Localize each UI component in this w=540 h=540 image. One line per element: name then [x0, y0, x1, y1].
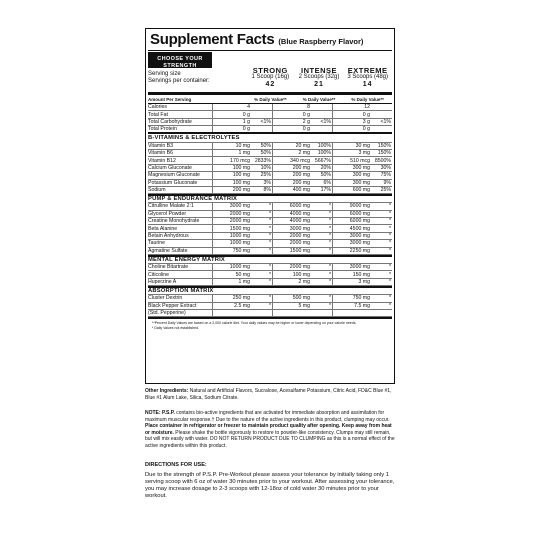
nutrient-cell [212, 126, 272, 131]
other-ingredients [145, 388, 395, 401]
nutrient-row [148, 248, 392, 255]
nutrient-label: (Std. Pepperine) [148, 310, 186, 317]
panel-title: Supplement Facts [150, 31, 275, 48]
nutrient-cell [272, 143, 332, 149]
nutrient-cell [332, 165, 392, 171]
nutrient-amount: 340 mcg [290, 157, 310, 164]
nutrient-cell [272, 203, 332, 209]
nutrient-dv: * [388, 247, 391, 254]
nutrient-dv: * [328, 203, 331, 210]
nutrient-cell [272, 240, 332, 246]
nutrient-dv: * [328, 210, 331, 217]
column-name: EXTREME [347, 66, 388, 75]
nutrient-amount: 200 mg [292, 172, 310, 179]
nutrient-amount: 2 mg [298, 279, 310, 285]
nutrient-dv: 20% [320, 164, 331, 171]
nutrient-amount: 1 mg [238, 279, 250, 285]
nutrient-cell [272, 295, 332, 301]
nutrient-label: Beta Alanine [148, 225, 178, 232]
nutrient-label: Betain Anhydrous [148, 233, 189, 240]
nutrient-cell [332, 248, 392, 254]
other-ingredients-label: Other Ingredients: [145, 388, 189, 394]
nutrient-label: Creatine Monohydrate [148, 218, 200, 225]
dv-header: % Daily Value** [302, 96, 336, 102]
section-heading: ABSORPTION MATRIX [148, 286, 392, 295]
nutrient-dv: 3% [263, 179, 271, 186]
nutrient-dv: 17% [320, 187, 331, 194]
nutrient-dv: * [328, 218, 331, 225]
nutrient-amount: 2 mg [298, 150, 310, 157]
nutrient-row [148, 157, 392, 164]
nutrient-dv: * [328, 295, 331, 302]
serving-left [148, 51, 246, 92]
nutrient-row [148, 218, 392, 225]
nutrient-dv: * [388, 233, 391, 240]
nutrient-amount: 2.5 mg [234, 302, 250, 309]
nutrient-cell [272, 211, 332, 217]
nutrient-cell [332, 203, 392, 209]
nutrient-dv: 100% [317, 142, 331, 149]
nutrient-amount: 300 mg [352, 172, 370, 179]
panel-footnotes [148, 317, 392, 331]
nutrient-amount: 1500 mg [229, 225, 250, 232]
nutrient-amount: 30 mg [355, 142, 370, 149]
nutrient-amount: 750 mg [352, 295, 370, 302]
nutrient-cell [332, 111, 392, 117]
amount-per-serving-label: Amount Per Serving [148, 96, 192, 102]
nutrient-amount: 3000 mg [349, 264, 370, 271]
nutrient-amount: 200 mg [292, 164, 310, 171]
nutrient-cell [332, 150, 392, 156]
nutrient-amount: 0 g [302, 111, 310, 118]
nutrient-cell [272, 104, 332, 110]
nutrient-row [148, 264, 392, 271]
note-label: NOTE: P.S.P. [145, 410, 175, 416]
column-servings: 14 [362, 81, 373, 88]
nutrient-dv: 30% [380, 164, 391, 171]
nutrient-label: Cluster Dextrin [148, 295, 183, 302]
nutrient-row [148, 172, 392, 179]
nutrient-amount: 150 mg [352, 271, 370, 278]
nutrient-amount: 0 g [242, 111, 250, 118]
nutrient-dv: 150% [377, 142, 391, 149]
nutrient-dv: * [328, 240, 331, 247]
nutrient-dv: * [268, 247, 271, 254]
nutrient-cell [332, 104, 392, 110]
nutrient-dv: * [328, 247, 331, 254]
nutrient-row [148, 187, 392, 194]
nutrient-cell [212, 143, 272, 149]
nutrient-dv: * [268, 279, 271, 285]
nutrient-amount: 100 mg [232, 172, 250, 179]
nutrient-row [148, 111, 392, 118]
nutrient-cell [332, 157, 392, 163]
nutrient-label: Calcium Gluconate [148, 164, 192, 171]
nutrient-amount: 2000 mg [229, 218, 250, 225]
nutrient-amount: 4000 mg [289, 218, 310, 225]
nutrient-dv: 2833% [254, 157, 271, 164]
nutrient-label: Total Fat [148, 111, 168, 118]
nutrient-cell [332, 295, 392, 301]
nutrient-dv: * [388, 271, 391, 278]
nutrient-cell [272, 225, 332, 231]
column-name: INTENSE [301, 66, 338, 75]
nutrient-amount: 0 g [362, 111, 370, 118]
nutrient-label: Sodium [148, 187, 166, 194]
nutrient-dv: 25% [260, 172, 271, 179]
nutrient-amount: 3000 mg [349, 240, 370, 247]
nutrient-amount: 3 mg [358, 279, 370, 285]
nutrient-dv: * [268, 264, 271, 271]
ingredient-sections [148, 134, 392, 318]
nutrient-cell [272, 111, 332, 117]
nutrient-amount: 1500 mg [289, 247, 310, 254]
nutrient-cell [272, 248, 332, 254]
other-ingredients-text: Natural and Artificial Flavors, Sucralose, Acesulfame Potassium, Citric Acid, FD&C Blue #1, Blue #1 Alum Lake, Silica, Sodium Citrate. [145, 388, 392, 401]
nutrient-cell [272, 187, 332, 193]
section-heading: B-VITAMINS & ELECTROLYTES [148, 134, 392, 143]
nutrient-cell [212, 203, 272, 209]
column-name: STRONG [252, 66, 288, 75]
nutrient-amount: 3000 mg [289, 225, 310, 232]
nutrient-label: Potassium Gluconate [148, 179, 198, 186]
nutrient-label: Magnesium Gluconate [148, 172, 200, 179]
nutrient-label: Citrulline Malate 2:1 [148, 203, 194, 210]
nutrient-cell [212, 172, 272, 178]
nutrient-row [148, 180, 392, 187]
note-text: contains bio-active ingredients that are activated for immediate absorption and assimilation for maximum muscular response.† Due to the nature of the active ingredients in this product, clumping may occur. [145, 410, 390, 423]
nutrient-amount: 20 mg [295, 142, 310, 149]
nutrient-cell [332, 310, 392, 316]
nutrient-dv: * [328, 302, 331, 309]
nutrient-cell [212, 187, 272, 193]
nutrient-amount: 3000 mg [229, 203, 250, 210]
amount-header-row [148, 95, 392, 104]
nutrient-dv: * [268, 210, 271, 217]
nutrient-amount: 300 mg [352, 164, 370, 171]
nutrient-dv: 5667% [314, 157, 331, 164]
nutrient-label: Total Protein [148, 125, 177, 132]
nutrient-amount: 2000 mg [229, 210, 250, 217]
column-strong [246, 67, 295, 92]
footnote-not-established: * Daily Values not established. [152, 325, 200, 330]
nutrient-amount: 10 mg [235, 142, 250, 149]
nutrient-label: Agmatine Sulfate [148, 247, 188, 254]
nutrient-cell [212, 240, 272, 246]
note-storage-warning: Place container in refrigerator or freezer to maintain product quality after opening. Keep away from heat or moisture. [145, 423, 392, 436]
nutrient-cell [212, 165, 272, 171]
nutrient-amount: 50 mg [235, 271, 250, 278]
nutrient-amount: 2 g [302, 118, 310, 125]
nutrient-cell [272, 157, 332, 163]
nutrient-label: Vitamin B12 [148, 157, 176, 164]
nutrient-cell [332, 303, 392, 309]
nutrient-amount: 510 mcg [350, 157, 370, 164]
nutrient-cell [212, 279, 272, 285]
nutrient-row [148, 310, 392, 317]
nutrient-amount: 750 mg [232, 247, 250, 254]
nutrient-cell [332, 143, 392, 149]
nutrient-amount: 200 mg [292, 179, 310, 186]
nutrient-cell [332, 240, 392, 246]
nutrient-amount: 4000 mg [289, 210, 310, 217]
panel-header [148, 31, 392, 51]
nutrient-cell [212, 211, 272, 217]
nutrient-cell [272, 150, 332, 156]
nutrient-dv: * [388, 302, 391, 309]
nutrient-amount: 300 mg [352, 179, 370, 186]
nutrient-amount: 1000 mg [229, 240, 250, 247]
nutrient-amount: 250 mg [232, 295, 250, 302]
nutrient-label: Black Pepper Extract [148, 302, 197, 309]
nutrient-cell [272, 165, 332, 171]
nutrient-dv: * [268, 271, 271, 278]
nutrient-dv: * [328, 271, 331, 278]
nutrient-dv: * [388, 279, 391, 285]
nutrient-dv: 100% [317, 150, 331, 157]
nutrient-dv: * [328, 225, 331, 232]
nutrient-dv: * [388, 218, 391, 225]
note-text-2: Please shake the bottle vigorously to restore to powder-like consistency. Clumps may still remain, but will mix easily with water. DO NOT RETURN PRODUCT DUE TO CLUMPING as this is a normal effect of the active ingredients within this product. [145, 429, 395, 449]
nutrient-amount: 0 g [302, 125, 310, 132]
nutrient-label: Choline Bitartrate [148, 264, 189, 271]
nutrient-amount: 3000 mg [349, 233, 370, 240]
nutrient-dv: * [328, 264, 331, 271]
nutrient-dv: * [388, 225, 391, 232]
supplement-facts-panel [145, 28, 395, 384]
nutrient-dv: * [268, 233, 271, 240]
nutrient-cell [212, 111, 272, 117]
nutrient-amount: 5 mg [298, 302, 310, 309]
column-servings: 21 [314, 81, 324, 88]
nutrient-row [148, 279, 392, 286]
nutrient-amount: 1 mg [238, 150, 250, 157]
nutrient-dv: * [328, 233, 331, 240]
nutrient-row [148, 295, 392, 302]
nutrient-dv: 50% [320, 172, 331, 179]
nutrient-dv: * [388, 203, 391, 210]
nutrient-row [148, 165, 392, 172]
nutrient-dv: * [388, 210, 391, 217]
nutrient-dv: * [268, 225, 271, 232]
nutrient-cell [272, 271, 332, 277]
nutrient-amount: 2000 mg [289, 240, 310, 247]
nutrient-dv: * [388, 295, 391, 302]
nutrient-amount: 2250 mg [349, 247, 370, 254]
nutrient-label: Taurine [148, 240, 166, 247]
column-intense [295, 67, 344, 92]
nutrient-cell [212, 233, 272, 239]
nutrient-cell [332, 233, 392, 239]
nutrient-amount: 3 g [362, 118, 370, 125]
nutrient-cell [212, 303, 272, 309]
nutrient-amount: 200 mg [232, 187, 250, 194]
nutrient-cell [212, 225, 272, 231]
nutrient-cell [272, 233, 332, 239]
nutrient-cell [332, 225, 392, 231]
nutrient-row [148, 203, 392, 210]
nutrient-dv: <1% [320, 118, 331, 125]
nutrient-cell [332, 172, 392, 178]
footnote-dv: **Percent Daily Values are based on a 2,000 calorie diet. Your daily values may be higher or lower depending on your calorie needs. [152, 321, 357, 326]
nutrient-cell [212, 295, 272, 301]
nutrient-row [148, 150, 392, 157]
nutrient-dv: 6% [323, 179, 331, 186]
nutrient-amount: 2000 mg [289, 233, 310, 240]
dv-header: % Daily Value** [351, 96, 384, 102]
nutrient-cell [272, 303, 332, 309]
nutrient-amount: 100 mg [232, 164, 250, 171]
directions-heading: DIRECTIONS FOR USE: [145, 462, 207, 468]
nutrient-cell [212, 157, 272, 163]
nutrient-dv: 150% [377, 150, 391, 157]
nutrient-label: Glycerol Powder [148, 210, 187, 217]
nutrient-amount: 6000 mg [289, 203, 310, 210]
nutrient-label: Total Carbohydrate [148, 118, 192, 125]
nutrient-dv: * [388, 264, 391, 271]
nutrient-dv: * [268, 203, 271, 210]
nutrient-dv: * [328, 279, 331, 285]
nutrient-cell [332, 119, 392, 125]
nutrient-amount: 3 mg [358, 150, 370, 157]
nutrient-amount: 4500 mg [349, 225, 370, 232]
nutrient-amount: 8 [307, 104, 310, 111]
nutrient-cell [272, 119, 332, 125]
nutrient-label: Calories [148, 104, 168, 111]
nutrient-amount: 100 mg [292, 271, 310, 278]
nutrient-dv: <1% [260, 118, 271, 125]
nutrient-dv: 75% [380, 172, 391, 179]
nutrient-amount: 1 g [242, 118, 250, 125]
nutrient-amount: 12 [364, 104, 370, 111]
nutrient-amount: 1000 mg [229, 264, 250, 271]
nutrient-dv: <1% [380, 118, 391, 125]
nutrient-cell [212, 264, 272, 270]
nutrient-dv: 9% [383, 179, 391, 186]
nutrient-amount: 170 mcg [230, 157, 250, 164]
column-servings: 42 [265, 81, 276, 88]
serving-header [148, 51, 392, 95]
serving-size-label: Serving size [148, 71, 181, 77]
nutrient-amount: 2000 mg [289, 264, 310, 271]
choose-strength-badge: CHOOSE YOUR STRENGTH [148, 52, 212, 68]
nutrient-cell [332, 218, 392, 224]
dv-header: % Daily Value** [254, 96, 287, 102]
nutrient-dv: 10% [260, 164, 271, 171]
nutrient-row [148, 104, 392, 111]
nutrient-cell [212, 150, 272, 156]
nutrient-label: Vitamin B6 [148, 150, 173, 157]
nutrient-amount: 500 mg [292, 295, 310, 302]
nutrient-label: Huperzine A [148, 279, 177, 285]
nutrient-cell [332, 279, 392, 285]
nutrient-cell [212, 104, 272, 110]
nutrient-cell [332, 180, 392, 186]
nutrient-row [148, 126, 392, 133]
nutrient-row [148, 240, 392, 247]
nutrient-row [148, 233, 392, 240]
directions-text: Due to the strength of P.S.P. Pre-Workout please assess your tolerance by initially taking only 1 serving scoop with 6 oz of water 30 minutes prior to your workout. After assessing your tolerance, you may increase dosage to 2-3 scoops with 12-18oz of cold water 30 minutes prior to your workout. [145, 472, 395, 499]
nutrient-amount: 100 mg [232, 179, 250, 186]
nutrient-cell [332, 126, 392, 131]
nutrient-amount: 600 mg [352, 187, 370, 194]
nutrient-amount: 1000 mg [229, 233, 250, 240]
nutrient-row [148, 225, 392, 232]
nutrient-label: Vitamin B3 [148, 142, 173, 149]
nutrient-dv: * [268, 302, 271, 309]
macros-block [148, 104, 392, 134]
column-scoop: 2 Scoops (32g) [298, 74, 340, 80]
section-heading: MENTAL ENERGY MATRIX [148, 255, 392, 264]
nutrient-cell [272, 180, 332, 186]
nutrient-dv: 50% [260, 142, 271, 149]
nutrient-cell [212, 271, 272, 277]
servings-per-container-label: Servings per container: [148, 78, 210, 84]
nutrient-cell [212, 310, 272, 316]
nutrient-row [148, 303, 392, 310]
nutrient-cell [212, 248, 272, 254]
flavor-subtitle: (Blue Raspberry Flavor) [278, 37, 364, 46]
nutrient-dv: 25% [380, 187, 391, 194]
nutrient-amount: 6000 mg [349, 218, 370, 225]
nutrient-dv: * [268, 240, 271, 247]
nutrient-row [148, 211, 392, 218]
nutrient-cell [272, 126, 332, 131]
nutrient-cell [272, 279, 332, 285]
nutrient-cell [272, 218, 332, 224]
nutrient-amount: 0 g [362, 125, 370, 132]
nutrient-dv: 50% [260, 150, 271, 157]
nutrient-dv: 8500% [374, 157, 391, 164]
nutrient-cell [212, 218, 272, 224]
section-heading: PUMP & ENDURANCE MATRIX [148, 194, 392, 203]
nutrient-dv: * [268, 218, 271, 225]
column-scoop: 1 Scoop (16g) [251, 74, 290, 80]
nutrient-cell [332, 264, 392, 270]
nutrient-cell [272, 172, 332, 178]
nutrient-cell [272, 264, 332, 270]
nutrient-cell [212, 180, 272, 186]
nutrient-cell [332, 187, 392, 193]
nutrient-amount: 6000 mg [349, 210, 370, 217]
nutrient-amount: 9000 mg [349, 203, 370, 210]
nutrient-cell [212, 119, 272, 125]
nutrient-amount: 4 [247, 104, 250, 111]
nutrient-cell [272, 310, 332, 316]
nutrient-amount: 0 g [242, 125, 250, 132]
nutrient-cell [332, 271, 392, 277]
nutrient-label: Citicoline [148, 271, 170, 278]
strength-columns [246, 51, 392, 92]
nutrient-dv: * [388, 240, 391, 247]
column-scoop: 3 Scoops (48g) [347, 74, 389, 80]
nutrient-amount: 7.5 mg [354, 302, 370, 309]
product-note [145, 410, 395, 450]
nutrient-amount: 400 mg [292, 187, 310, 194]
nutrient-dv: 8% [263, 187, 271, 194]
nutrient-dv: * [268, 295, 271, 302]
nutrient-cell [332, 211, 392, 217]
nutrient-row [148, 271, 392, 278]
column-extreme [343, 67, 392, 92]
nutrient-row [148, 143, 392, 150]
